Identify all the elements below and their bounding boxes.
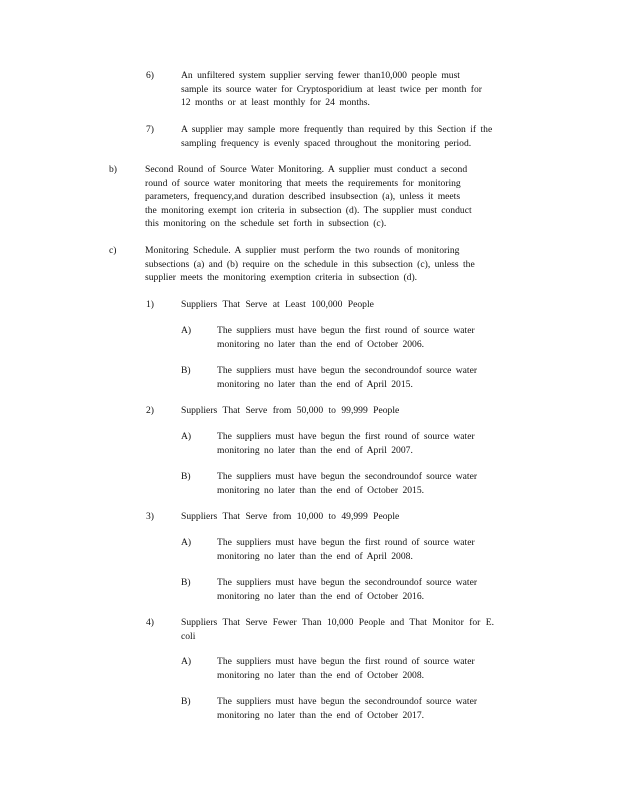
item-label: A) [181,656,192,667]
text-line: coli [181,630,196,642]
text-line: A supplier may sample more frequently than required by this Section if the [181,124,493,135]
text-line: monitoring no later than the end of October 2008. [217,669,425,681]
text-line: monitoring no later than the end of October 2015. [217,484,425,496]
text-line: Second Round of Source Water Monitoring. A supplier must conduct a second [145,164,468,175]
text-line: The suppliers must have begun the secondroundof source water [217,471,478,482]
text-line: Monitoring Schedule. A supplier must perform the two rounds of monitoring [145,245,460,256]
text-line: monitoring no later than the end of October 2017. [217,709,425,721]
text-line: the monitoring exempt ion criteria in subsection (d). The supplier must conduct [145,204,472,216]
text-line: round of source water monitoring that meets the requirements for monitoring [145,177,461,189]
text-line: sampling frequency is evenly spaced throughout the monitoring period. [181,137,472,149]
item-label: 2) [146,405,154,416]
item-label: 3) [146,511,154,522]
item-label: A) [181,431,192,442]
text-line: supplier meets the monitoring exemption criteria in subsection (d). [145,272,418,283]
text-line: The suppliers must have begun the first round of source water [217,537,475,548]
item-label: 6) [146,70,154,81]
text-line: parameters, frequency,and duration described insubsection (a), unless it meets [145,191,461,202]
text-line: The suppliers must have begun the secondroundof source water [217,696,478,707]
text-line: 12 months or at least monthly for 24 months. [181,97,370,108]
text-line: Suppliers That Serve Fewer Than 10,000 People and That Monitor for E. [181,617,495,628]
item-label: b) [109,164,117,175]
text-line: monitoring no later than the end of April 2015. [217,378,413,390]
subsection-title: Suppliers That Serve from 10,000 to 49,999 People [181,511,400,522]
item-label: B) [181,577,191,588]
text-line: An unfiltered system supplier serving fewer than10,000 people must [181,70,460,81]
text-line: this monitoring on the schedule set forth in subsection (c). [145,218,387,229]
text-line: sample its source water for Cryptosporidium at least twice per month for [181,83,482,95]
text-line: monitoring no later than the end of April 2007. [217,444,413,456]
text-line: The suppliers must have begun the secondroundof source water [217,365,478,376]
text-line: The suppliers must have begun the secondroundof source water [217,577,478,588]
text-line: monitoring no later than the end of October 2016. [217,590,425,602]
text-line: The suppliers must have begun the first round of source water [217,325,475,336]
item-label: 7) [146,124,154,135]
item-label: 4) [146,617,154,628]
text-line: The suppliers must have begun the first round of source water [217,431,475,442]
text-line: The suppliers must have begun the first round of source water [217,656,475,667]
item-label: A) [181,325,192,336]
subsection-title: Suppliers That Serve from 50,000 to 99,999 People [181,405,400,416]
item-label: 1) [146,299,154,310]
item-label: c) [109,245,117,256]
item-label: B) [181,696,191,707]
text-line: monitoring no later than the end of October 2006. [217,338,425,350]
item-label: B) [181,365,191,376]
text-line: subsections (a) and (b) require on the schedule in this subsection (c), unless the [145,258,475,270]
text-line: monitoring no later than the end of April 2008. [217,550,413,562]
subsection-title [181,616,541,643]
item-label: B) [181,471,191,482]
item-label: A) [181,537,192,548]
subsection-title: Suppliers That Serve at Least 100,000 People [181,299,374,310]
